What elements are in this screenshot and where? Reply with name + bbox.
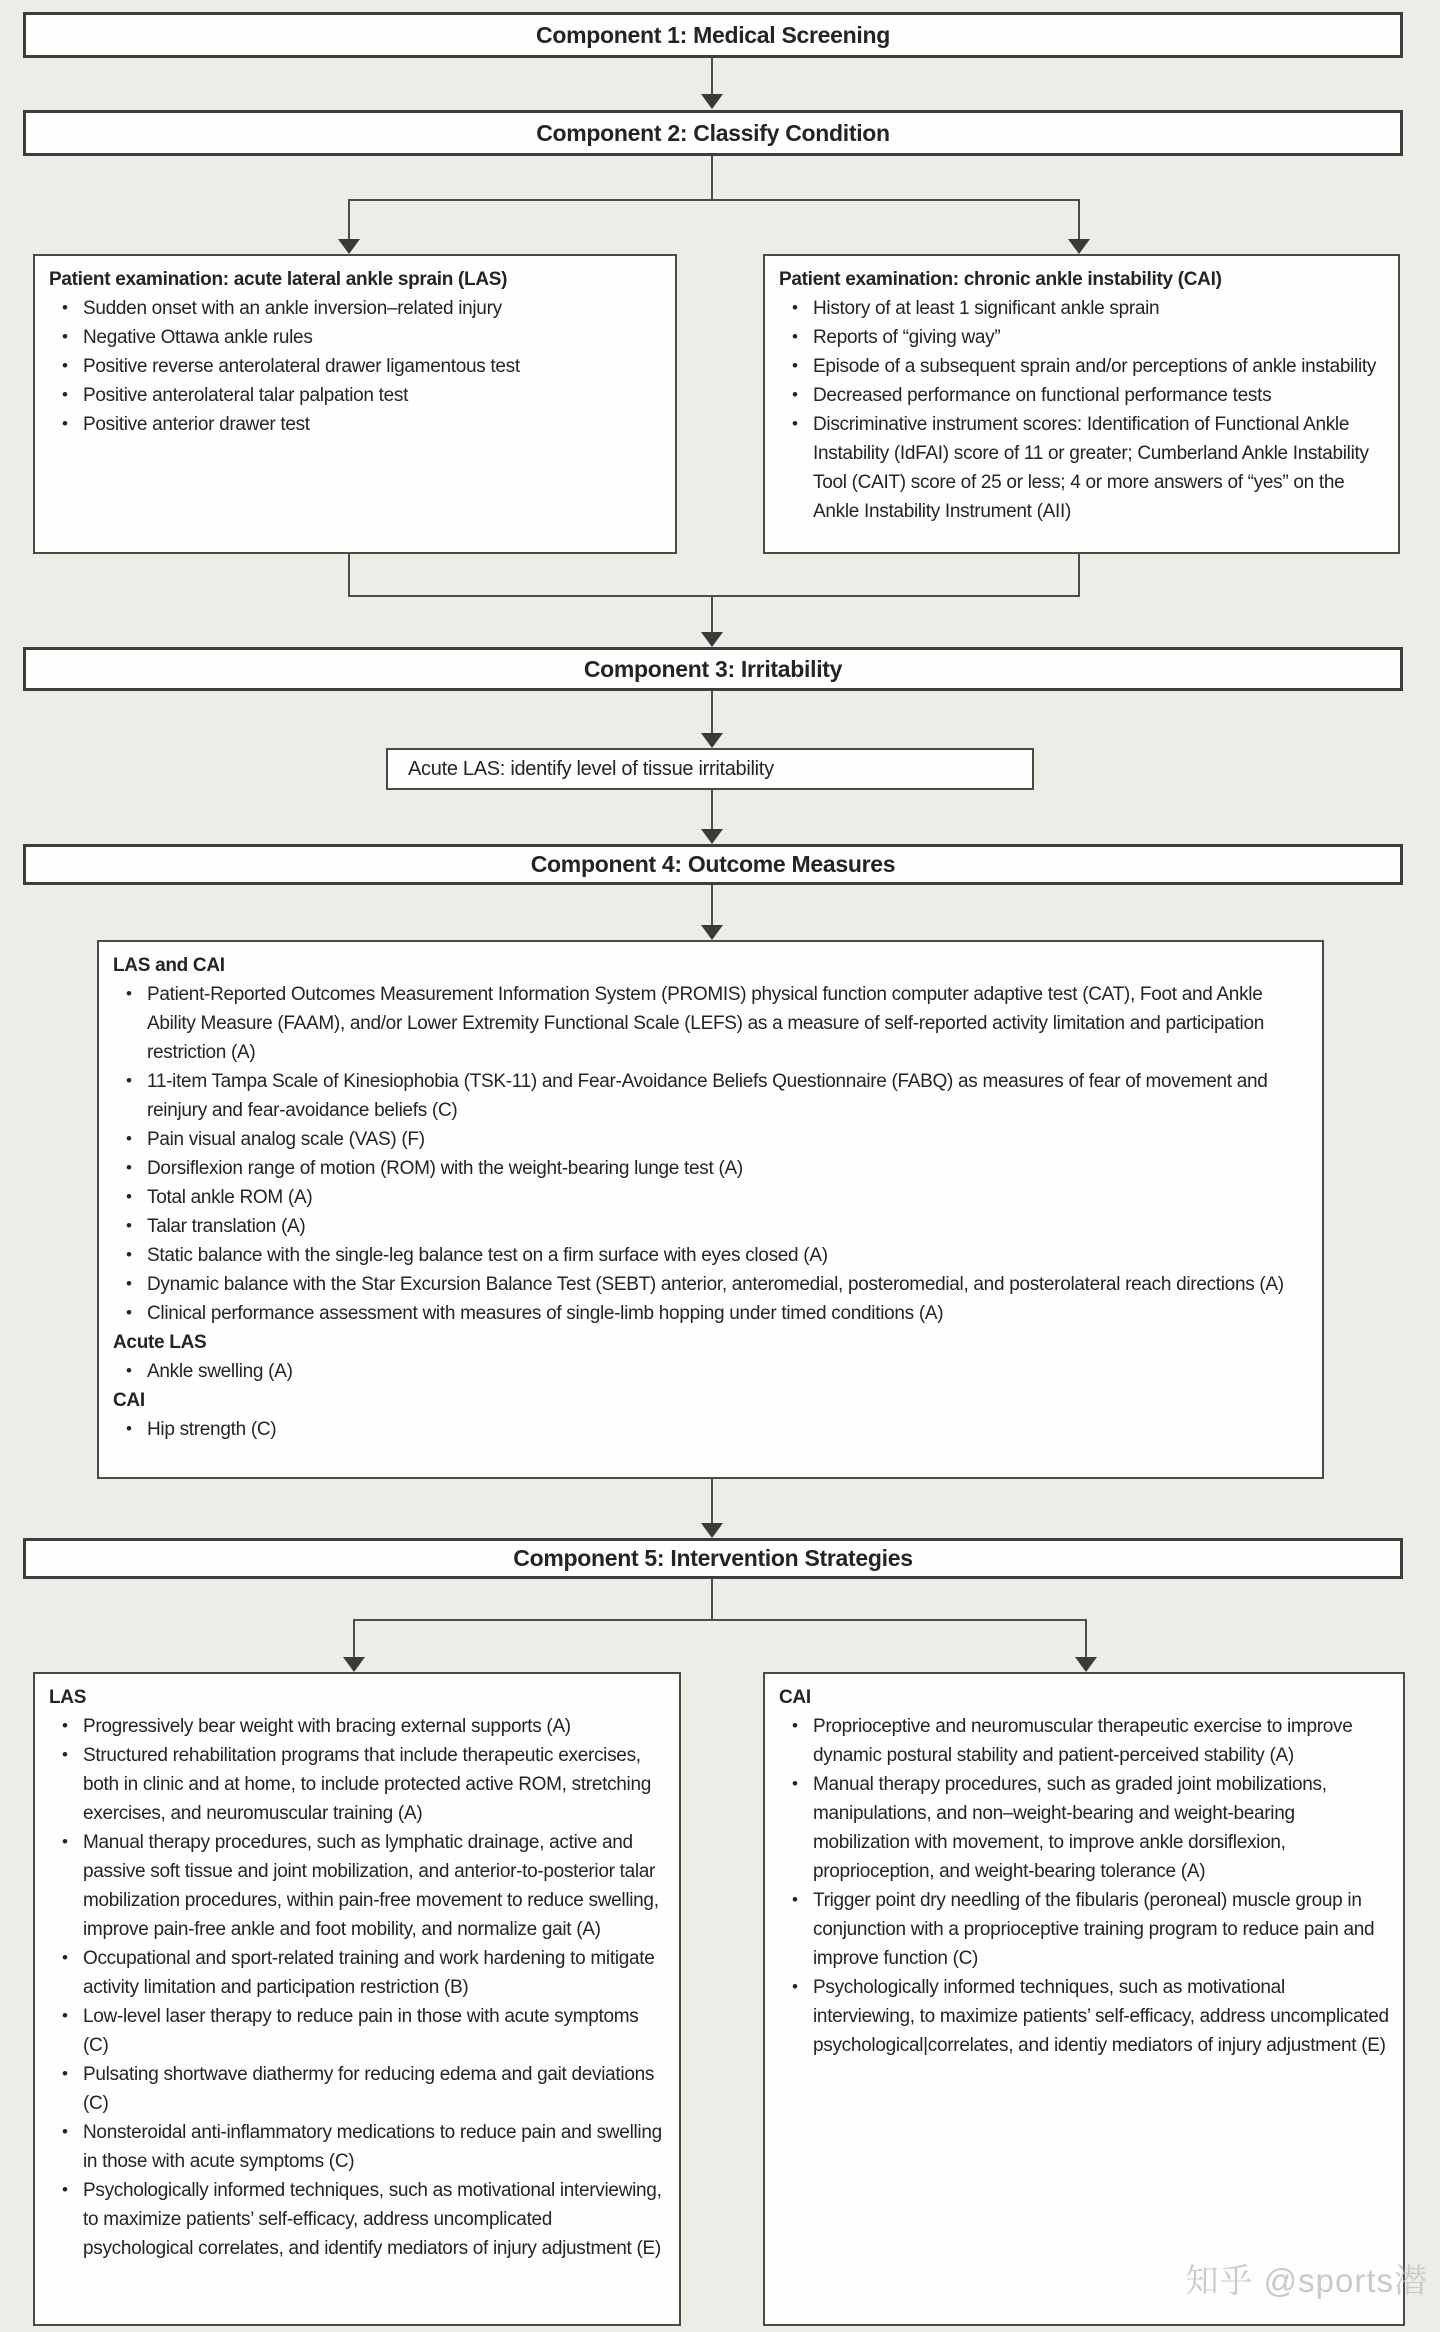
component-2-header [23, 110, 1403, 156]
section-heading: CAI [113, 1390, 145, 1411]
bullet-item: • Patient-Reported Outcomes Measurement Information System (PROMIS) physical function computer adaptive test (CAT), Foot and Ankle Ability Measure (FAAM), and/or Lower Extremity Functional Scale (LEFS) as a measure of self-reported activity limitation and participation restriction (A) [113, 980, 1308, 1067]
connector-line [711, 885, 713, 926]
arrow-down-icon [701, 733, 723, 748]
bullet-item: • Positive reverse anterolateral drawer ligamentous test [49, 352, 661, 381]
section-heading: LAS [49, 1687, 87, 1708]
bullet-item: • Positive anterolateral talar palpation test [49, 381, 661, 410]
bullet-item: • Talar translation (A) [113, 1212, 1308, 1241]
irritability-note-box [386, 748, 1034, 790]
bullet-item: • Hip strength (C) [113, 1415, 1308, 1444]
arrow-down-icon [701, 1523, 723, 1538]
bullet-item: • Structured rehabilitation programs that include therapeutic exercises, both in clinic and at home, to include protected active ROM, stretching exercises, and neuromuscular training (A) [49, 1741, 665, 1828]
bullet-item: • Total ankle ROM (A) [113, 1183, 1308, 1212]
connector-line [1085, 1619, 1087, 1658]
connector-line [711, 1479, 713, 1524]
bullet-item: • Decreased performance on functional performance tests [779, 381, 1384, 410]
bullet-item: • Sudden onset with an ankle inversion–related injury [49, 294, 661, 323]
component-3-title: Component 3: Irritability [583, 655, 843, 682]
bullet-item: • Discriminative instrument scores: Identification of Functional Ankle Instability (IdFAI) score of 11 or greater; Cumberland Ankle Instability Tool (CAIT) score of 25 or less; 4 or more answers of “yes” on the Ankle Instability Instrument (AII) [779, 410, 1384, 526]
section-heading: Patient examination: chronic ankle instability (CAI) [779, 269, 1222, 290]
bullet-item: • Positive anterior drawer test [49, 410, 661, 439]
bullet-item: • Proprioceptive and neuromuscular therapeutic exercise to improve dynamic postural stability and patient-perceived stability (A) [779, 1712, 1389, 1770]
bullet-item: • Ankle swelling (A) [113, 1357, 1308, 1386]
connector-line [353, 1619, 355, 1658]
connector-line [1078, 554, 1080, 597]
connector-line [711, 790, 713, 830]
bullet-item: • Static balance with the single-leg balance test on a firm surface with eyes closed (A) [113, 1241, 1308, 1270]
connector-line [348, 199, 1080, 201]
component-5-header [23, 1538, 1403, 1579]
connector-line [711, 595, 713, 633]
bullet-item: • Pulsating shortwave diathermy for reducing edema and gait deviations (C) [49, 2060, 665, 2118]
bullet-item: • Manual therapy procedures, such as lymphatic drainage, active and passive soft tissue and joint mobilization, and anterior-to-posterior talar mobilization procedures, within pain-free movement to reduce swelling, improve pain-free ankle and foot mobility, and normalize gait (A) [49, 1828, 665, 1944]
bullet-item: • Nonsteroidal anti-inflammatory medications to reduce pain and swelling in those with acute symptoms (C) [49, 2118, 665, 2176]
arrow-down-icon [701, 925, 723, 940]
arrow-down-icon [338, 239, 360, 254]
connector-line [1078, 199, 1080, 240]
connector-line [348, 554, 350, 597]
bullet-item: • 11-item Tampa Scale of Kinesiophobia (TSK-11) and Fear-Avoidance Beliefs Questionnaire (FABQ) as measures of fear of movement and reinjury and fear-avoidance beliefs (C) [113, 1067, 1308, 1125]
outcome-measures-box [97, 940, 1324, 1479]
bullet-item: • Dorsiflexion range of motion (ROM) with the weight-bearing lunge test (A) [113, 1154, 1308, 1183]
bullet-item: • Low-level laser therapy to reduce pain in those with acute symptoms (C) [49, 2002, 665, 2060]
las-intervention-box [33, 1672, 681, 2326]
bullet-item: • Episode of a subsequent sprain and/or perceptions of ankle instability [779, 352, 1384, 381]
component-4-header [23, 844, 1403, 885]
connector-line [711, 58, 713, 95]
bullet-item: • History of at least 1 significant ankle sprain [779, 294, 1384, 323]
component-2-title: Component 2: Classify Condition [536, 119, 890, 146]
watermark-text: 知乎 @sports潜 [1185, 2262, 1428, 2299]
arrow-down-icon [701, 829, 723, 844]
bullet-item: • Dynamic balance with the Star Excursion Balance Test (SEBT) anterior, anteromedial, posteromedial, and posterolateral reach directions (A) [113, 1270, 1308, 1299]
connector-line [348, 595, 1080, 597]
bullet-item: • Trigger point dry needling of the fibularis (peroneal) muscle group in conjunction with a proprioceptive training program to reduce pain and improve function (C) [779, 1886, 1389, 1973]
bullet-item: • Psychologically informed techniques, such as motivational interviewing, to maximize patients’ self-efficacy, address uncomplicated psychological|correlates, and identiy mediators of injury adjustment (E) [779, 1973, 1389, 2060]
arrow-down-icon [701, 632, 723, 647]
bullet-item: • Negative Ottawa ankle rules [49, 323, 661, 352]
bullet-item: • Occupational and sport-related training and work hardening to mitigate activity limitation and participation restriction (B) [49, 1944, 665, 2002]
section-heading: LAS and CAI [113, 955, 225, 976]
bullet-item: • Reports of “giving way” [779, 323, 1384, 352]
arrow-down-icon [1075, 1657, 1097, 1672]
arrow-down-icon [701, 94, 723, 109]
section-heading: CAI [779, 1687, 811, 1708]
bullet-item: • Manual therapy procedures, such as graded joint mobilizations, manipulations, and non–weight-bearing and weight-bearing mobilization with movement, to improve ankle dorsiflexion, proprioception, and weight-bearing tolerance (A) [779, 1770, 1389, 1886]
bullet-item: • Pain visual analog scale (VAS) (F) [113, 1125, 1308, 1154]
connector-line [711, 156, 713, 201]
cai-intervention-box [763, 1672, 1405, 2326]
connector-line [348, 199, 350, 240]
connector-line [711, 691, 713, 734]
component-4-title: Component 4: Outcome Measures [530, 851, 896, 877]
bullet-item: • Progressively bear weight with bracing external supports (A) [49, 1712, 665, 1741]
connector-line [353, 1619, 1087, 1621]
component-5-title: Component 5: Intervention Strategies [513, 1545, 913, 1571]
section-heading: Patient examination: acute lateral ankle sprain (LAS) [49, 269, 508, 290]
bullet-item: • Psychologically informed techniques, such as motivational interviewing, to maximize patients’ self-efficacy, address uncomplicated psychological correlates, and identify mediators of injury adjustment (E) [49, 2176, 665, 2263]
arrow-down-icon [343, 1657, 365, 1672]
las-examination-box [33, 254, 677, 554]
component-1-title: Component 1: Medical Screening [536, 21, 890, 48]
bullet-item: • Clinical performance assessment with measures of single-limb hopping under timed conditions (A) [113, 1299, 1308, 1328]
connector-line [711, 1579, 713, 1621]
component-1-header [23, 12, 1403, 58]
section-heading: Acute LAS [113, 1332, 207, 1353]
arrow-down-icon [1068, 239, 1090, 254]
component-3-header [23, 647, 1403, 691]
irritability-note-text: Acute LAS: identify level of tissue irritability [408, 757, 774, 780]
cai-examination-box [763, 254, 1400, 554]
